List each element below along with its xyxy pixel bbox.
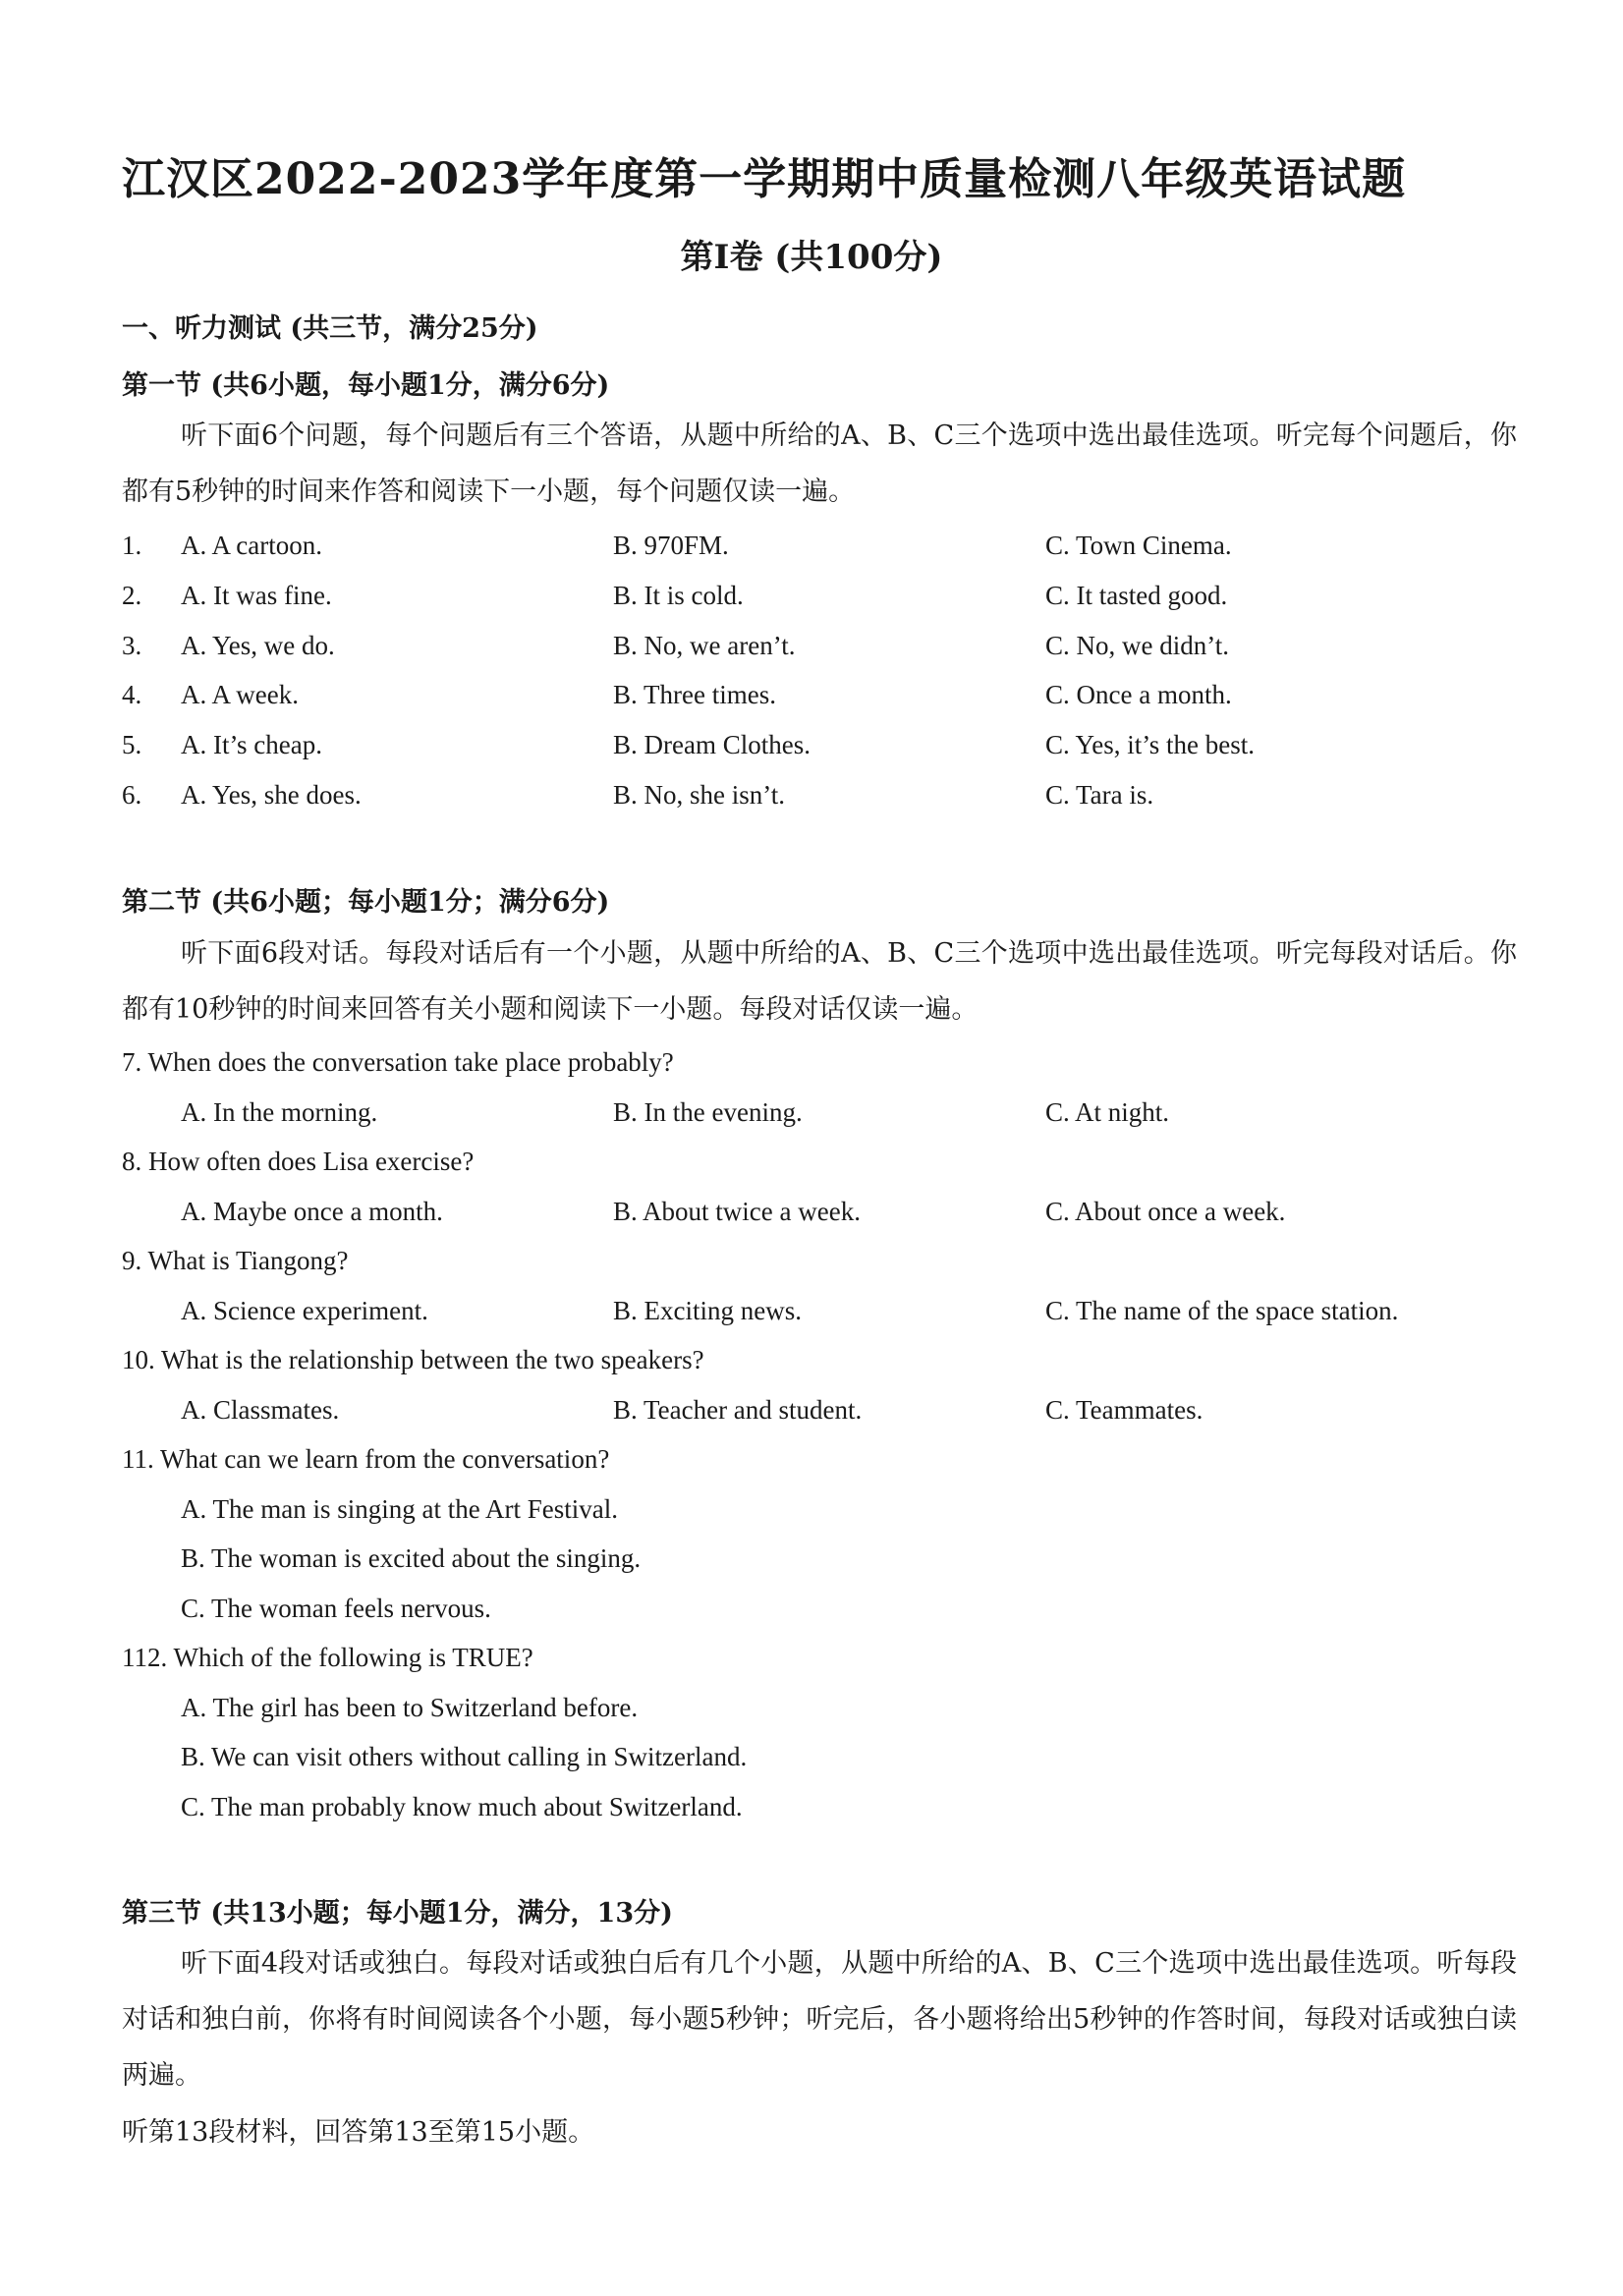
option-c: C. No, we didn’t. — [1045, 631, 1229, 660]
question-number: 6. — [122, 780, 142, 810]
q12-option-b: B. We can visit others without calling in Switzerland. — [181, 1742, 748, 1771]
section2-instructions: 听下面6段对话。每段对话后有一个小题，从题中所给的A、B、C三个选项中选出最佳选项。听完每段对话后。你都有10秒钟的时间来回答有关小题和阅读下一小题。每段对话仅读一遍。 — [122, 938, 1517, 1025]
question-9: 9. What is Tiangong? — [122, 1246, 349, 1275]
q10-option-a: A. Classmates. — [181, 1395, 340, 1425]
q8-option-b: B. About twice a week. — [613, 1197, 861, 1226]
question-number: 1. — [122, 531, 142, 560]
q12-option-c: C. The man probably know much about Switzerland. — [181, 1792, 743, 1821]
q7-option-c: C. At night. — [1045, 1097, 1170, 1127]
question-number: 5. — [122, 730, 142, 759]
option-c: C. It tasted good. — [1045, 581, 1228, 610]
material-note: 听第13段材料，回答第13至第15小题。 — [122, 2117, 595, 2148]
option-a: A. A cartoon. — [181, 531, 322, 560]
option-c: C. Town Cinema. — [1045, 531, 1232, 560]
option-b: B. It is cold. — [613, 581, 744, 610]
paper-subtitle: 第I卷 (共100分) — [680, 238, 943, 277]
option-b: B. No, we aren’t. — [613, 631, 796, 660]
q7-option-a: A. In the morning. — [181, 1097, 378, 1127]
question-7: 7. When does the conversation take place probably? — [122, 1047, 674, 1077]
exam-title: 江汉区2022-2023学年度第一学期期中质量检测八年级英语试题 — [122, 154, 1407, 204]
q7-option-b: B. In the evening. — [613, 1097, 803, 1127]
question-11: 11. What can we learn from the conversation? — [122, 1444, 610, 1474]
part-heading-listening: 一、听力测试 (共三节，满分25分) — [122, 313, 538, 344]
q10-option-c: C. Teammates. — [1045, 1395, 1203, 1425]
option-a: A. Yes, we do. — [181, 631, 335, 660]
q8-option-a: A. Maybe once a month. — [181, 1197, 443, 1226]
section2-heading: 第二节 (共6小题；每小题1分；满分6分) — [122, 887, 610, 918]
option-c: C. Tara is. — [1045, 780, 1154, 810]
q9-option-c: C. The name of the space station. — [1045, 1296, 1399, 1325]
option-a: A. A week. — [181, 680, 299, 709]
option-b: B. Three times. — [613, 680, 776, 709]
q9-option-a: A. Science experiment. — [181, 1296, 428, 1325]
question-10: 10. What is the relationship between the two speakers? — [122, 1345, 704, 1374]
section1-instructions: 听下面6个问题，每个问题后有三个答语，从题中所给的A、B、C三个选项中选出最佳选项。听完每个问题后，你都有5秒钟的时间来作答和阅读下一小题，每个问题仅读一遍。 — [122, 420, 1517, 507]
q8-option-c: C. About once a week. — [1045, 1197, 1286, 1226]
q11-option-c: C. The woman feels nervous. — [181, 1594, 491, 1623]
question-number: 4. — [122, 680, 142, 709]
option-b: B. Dream Clothes. — [613, 730, 811, 759]
question-number: 3. — [122, 631, 142, 660]
option-c: C. Yes, it’s the best. — [1045, 730, 1256, 759]
section1-heading: 第一节 (共6小题，每小题1分，满分6分) — [122, 370, 610, 401]
q9-option-b: B. Exciting news. — [613, 1296, 802, 1325]
q10-option-b: B. Teacher and student. — [613, 1395, 863, 1425]
option-a: A. Yes, she does. — [181, 780, 362, 810]
question-12: 112. Which of the following is TRUE? — [122, 1643, 533, 1672]
option-b: B. No, she isn’t. — [613, 780, 786, 810]
option-c: C. Once a month. — [1045, 680, 1232, 709]
section3-instructions: 听下面4段对话或独白。每段对话或独白后有几个小题，从题中所给的A、B、C三个选项中选出最佳选项。听每段对话和独白前，你将有时间阅读各个小题，每小题5秒钟；听完后，各小题将给出5秒钟的作答时间，每段对话或独白读两遍。 — [122, 1948, 1517, 2091]
q11-option-a: A. The man is singing at the Art Festival. — [181, 1494, 618, 1524]
question-number: 2. — [122, 581, 142, 610]
option-a: A. It’s cheap. — [181, 730, 322, 759]
section3-heading: 第三节 (共13小题；每小题1分，满分，13分) — [122, 1898, 673, 1929]
option-a: A. It was fine. — [181, 581, 332, 610]
option-b: B. 970FM. — [613, 531, 729, 560]
q11-option-b: B. The woman is excited about the singing. — [181, 1543, 642, 1573]
question-8: 8. How often does Lisa exercise? — [122, 1147, 475, 1176]
q12-option-a: A. The girl has been to Switzerland before. — [181, 1693, 639, 1722]
